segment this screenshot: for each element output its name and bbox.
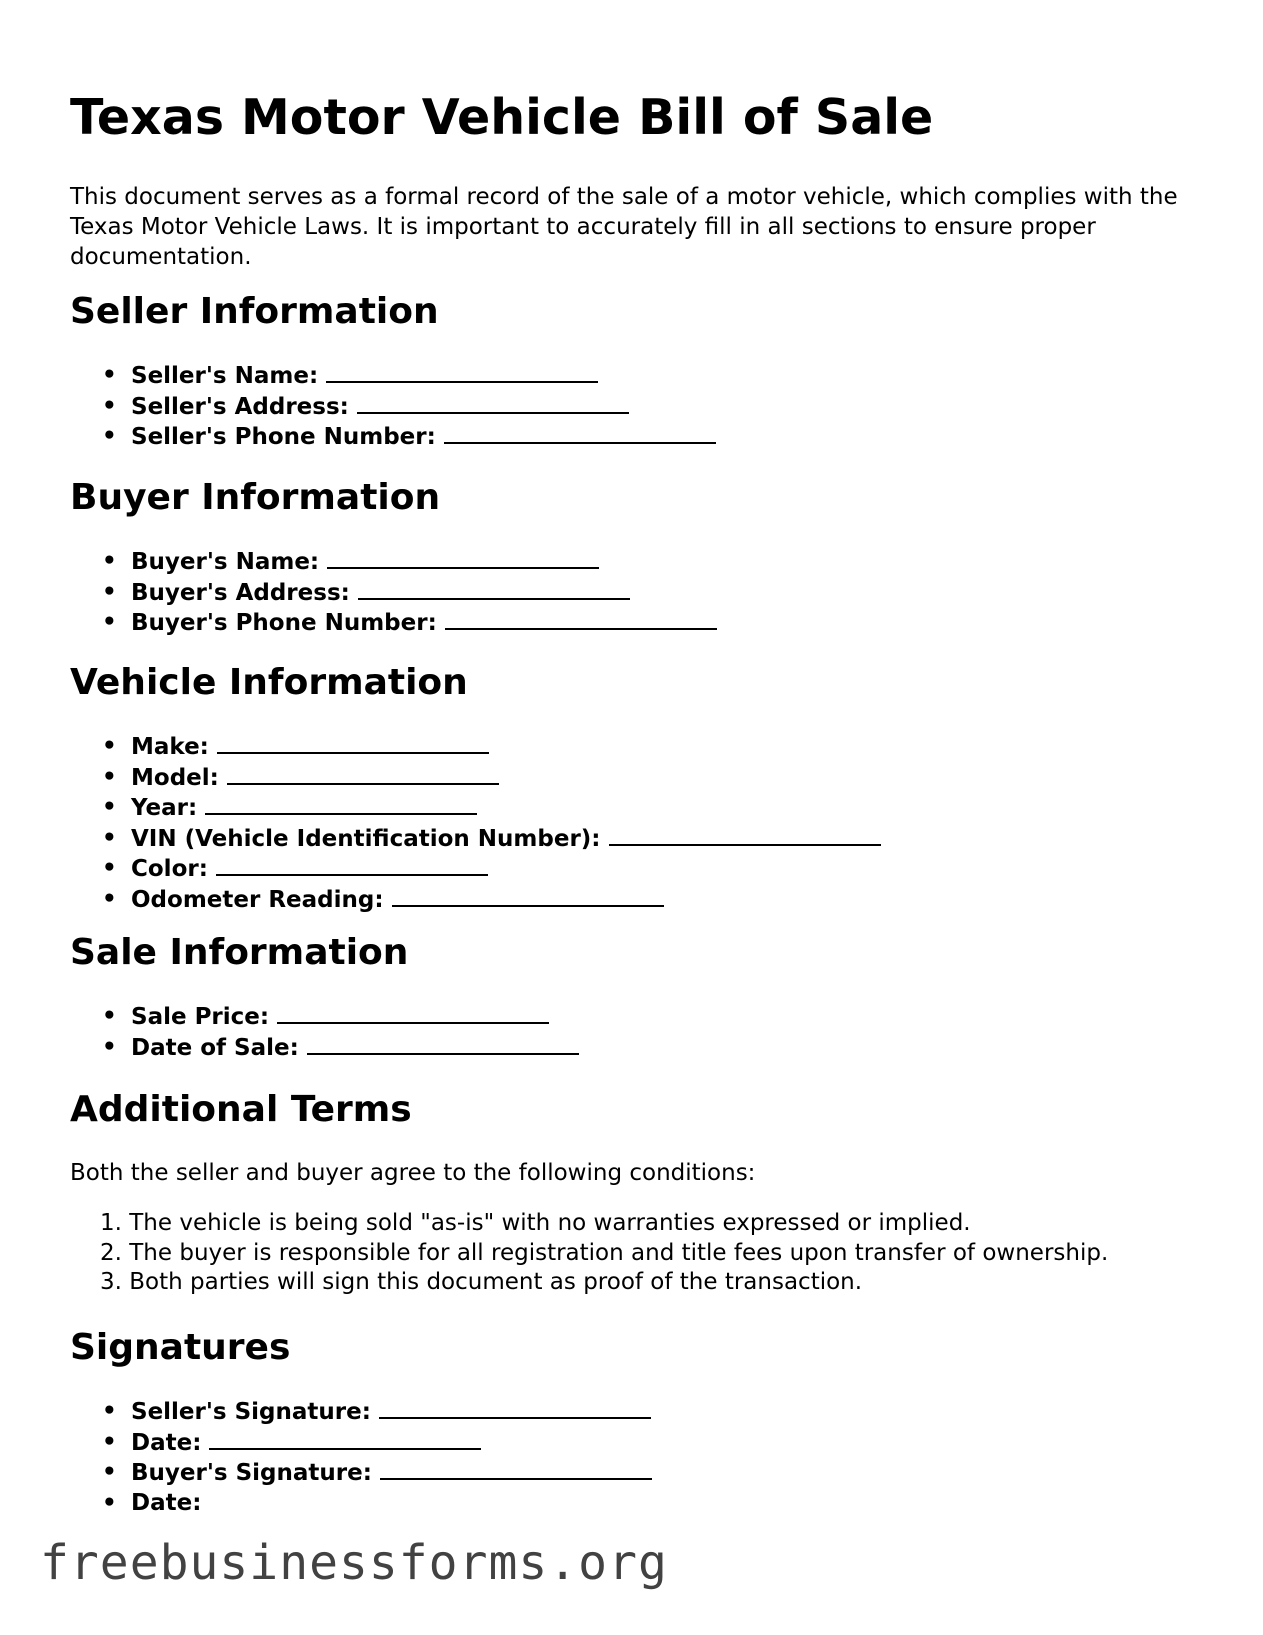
blank-line[interactable] — [444, 422, 716, 444]
terms-heading: Additional Terms — [70, 1089, 412, 1130]
buyer-heading: Buyer Information — [70, 477, 441, 518]
seller-fields — [70, 361, 1200, 453]
year-field[interactable]: • Year: — [102, 793, 1200, 824]
vehicle-heading: Vehicle Information — [70, 662, 468, 703]
blank-line[interactable] — [358, 578, 630, 600]
blank-line[interactable] — [357, 392, 629, 414]
vehicle-section — [70, 661, 1200, 915]
intro-paragraph: This document serves as a formal record of the sale of a motor vehicle, which complies with the Texas Motor Vehicle Laws. It is important to accurately fill in all sections to ensure proper documentation. — [70, 184, 1178, 270]
blank-line[interactable] — [445, 608, 717, 630]
odometer-field[interactable]: • Odometer Reading: — [102, 885, 1200, 916]
seller-signature-field[interactable]: • Seller's Signature: — [102, 1397, 1200, 1428]
blank-line[interactable] — [380, 1458, 652, 1480]
buyer-fields — [70, 547, 1200, 639]
sale-fields — [70, 1002, 1200, 1063]
model-field[interactable]: • Model: — [102, 763, 1200, 794]
date-of-sale-field[interactable]: • Date of Sale: — [102, 1033, 1200, 1064]
blank-line[interactable] — [227, 763, 499, 785]
blank-line[interactable] — [205, 793, 477, 815]
sale-section — [70, 931, 1200, 1063]
sale-price-field[interactable]: • Sale Price: — [102, 1002, 1200, 1033]
buyer-name-field[interactable]: • Buyer's Name: — [102, 547, 1200, 578]
blank-line[interactable] — [326, 361, 598, 383]
seller-name-field[interactable]: • Seller's Name: — [102, 361, 1200, 392]
vehicle-fields — [70, 732, 1200, 915]
color-field[interactable]: • Color: — [102, 854, 1200, 885]
seller-section — [70, 290, 1200, 453]
blank-line[interactable] — [217, 732, 489, 754]
signatures-heading: Signatures — [70, 1327, 291, 1368]
document-page — [70, 0, 1200, 1516]
buyer-date-field[interactable]: • Date: — [102, 1489, 1200, 1519]
buyer-phone-field[interactable]: • Buyer's Phone Number: — [102, 608, 1200, 639]
term-item: 1. The vehicle is being sold "as-is" with no warranties expressed or implied. — [100, 1210, 971, 1236]
make-field[interactable]: • Make: — [102, 732, 1200, 763]
signature-fields — [70, 1397, 1200, 1518]
signatures-section — [70, 1326, 1200, 1518]
buyer-signature-field[interactable]: • Buyer's Signature: — [102, 1458, 1200, 1489]
blank-line[interactable] — [209, 1428, 481, 1450]
blank-line[interactable] — [609, 824, 881, 846]
blank-line[interactable] — [277, 1002, 549, 1024]
terms-intro: Both the seller and buyer agree to the following conditions: — [70, 1160, 756, 1186]
blank-line[interactable] — [327, 547, 599, 569]
vin-field[interactable]: • VIN (Vehicle Identification Number): — [102, 824, 1200, 855]
blank-line[interactable] — [392, 885, 664, 907]
sale-heading: Sale Information — [70, 932, 409, 973]
buyer-section — [70, 476, 1200, 639]
terms-list — [70, 1209, 1200, 1298]
watermark: freebusinessforms.org — [40, 1535, 668, 1591]
seller-phone-field[interactable]: • Seller's Phone Number: — [102, 422, 1200, 453]
term-item: 3. Both parties will sign this document as proof of the transaction. — [100, 1269, 863, 1295]
seller-heading: Seller Information — [70, 291, 439, 332]
blank-line[interactable] — [307, 1033, 579, 1055]
terms-section — [70, 1088, 1200, 1298]
seller-address-field[interactable]: • Seller's Address: — [102, 392, 1200, 423]
blank-line[interactable] — [379, 1397, 651, 1419]
term-item: 2. The buyer is responsible for all registration and title fees upon transfer of ownership. — [100, 1239, 1109, 1266]
buyer-address-field[interactable]: • Buyer's Address: — [102, 578, 1200, 609]
blank-line[interactable] — [216, 854, 488, 876]
seller-date-field[interactable]: • Date: — [102, 1428, 1200, 1459]
document-title: Texas Motor Vehicle Bill of Sale — [70, 89, 934, 146]
